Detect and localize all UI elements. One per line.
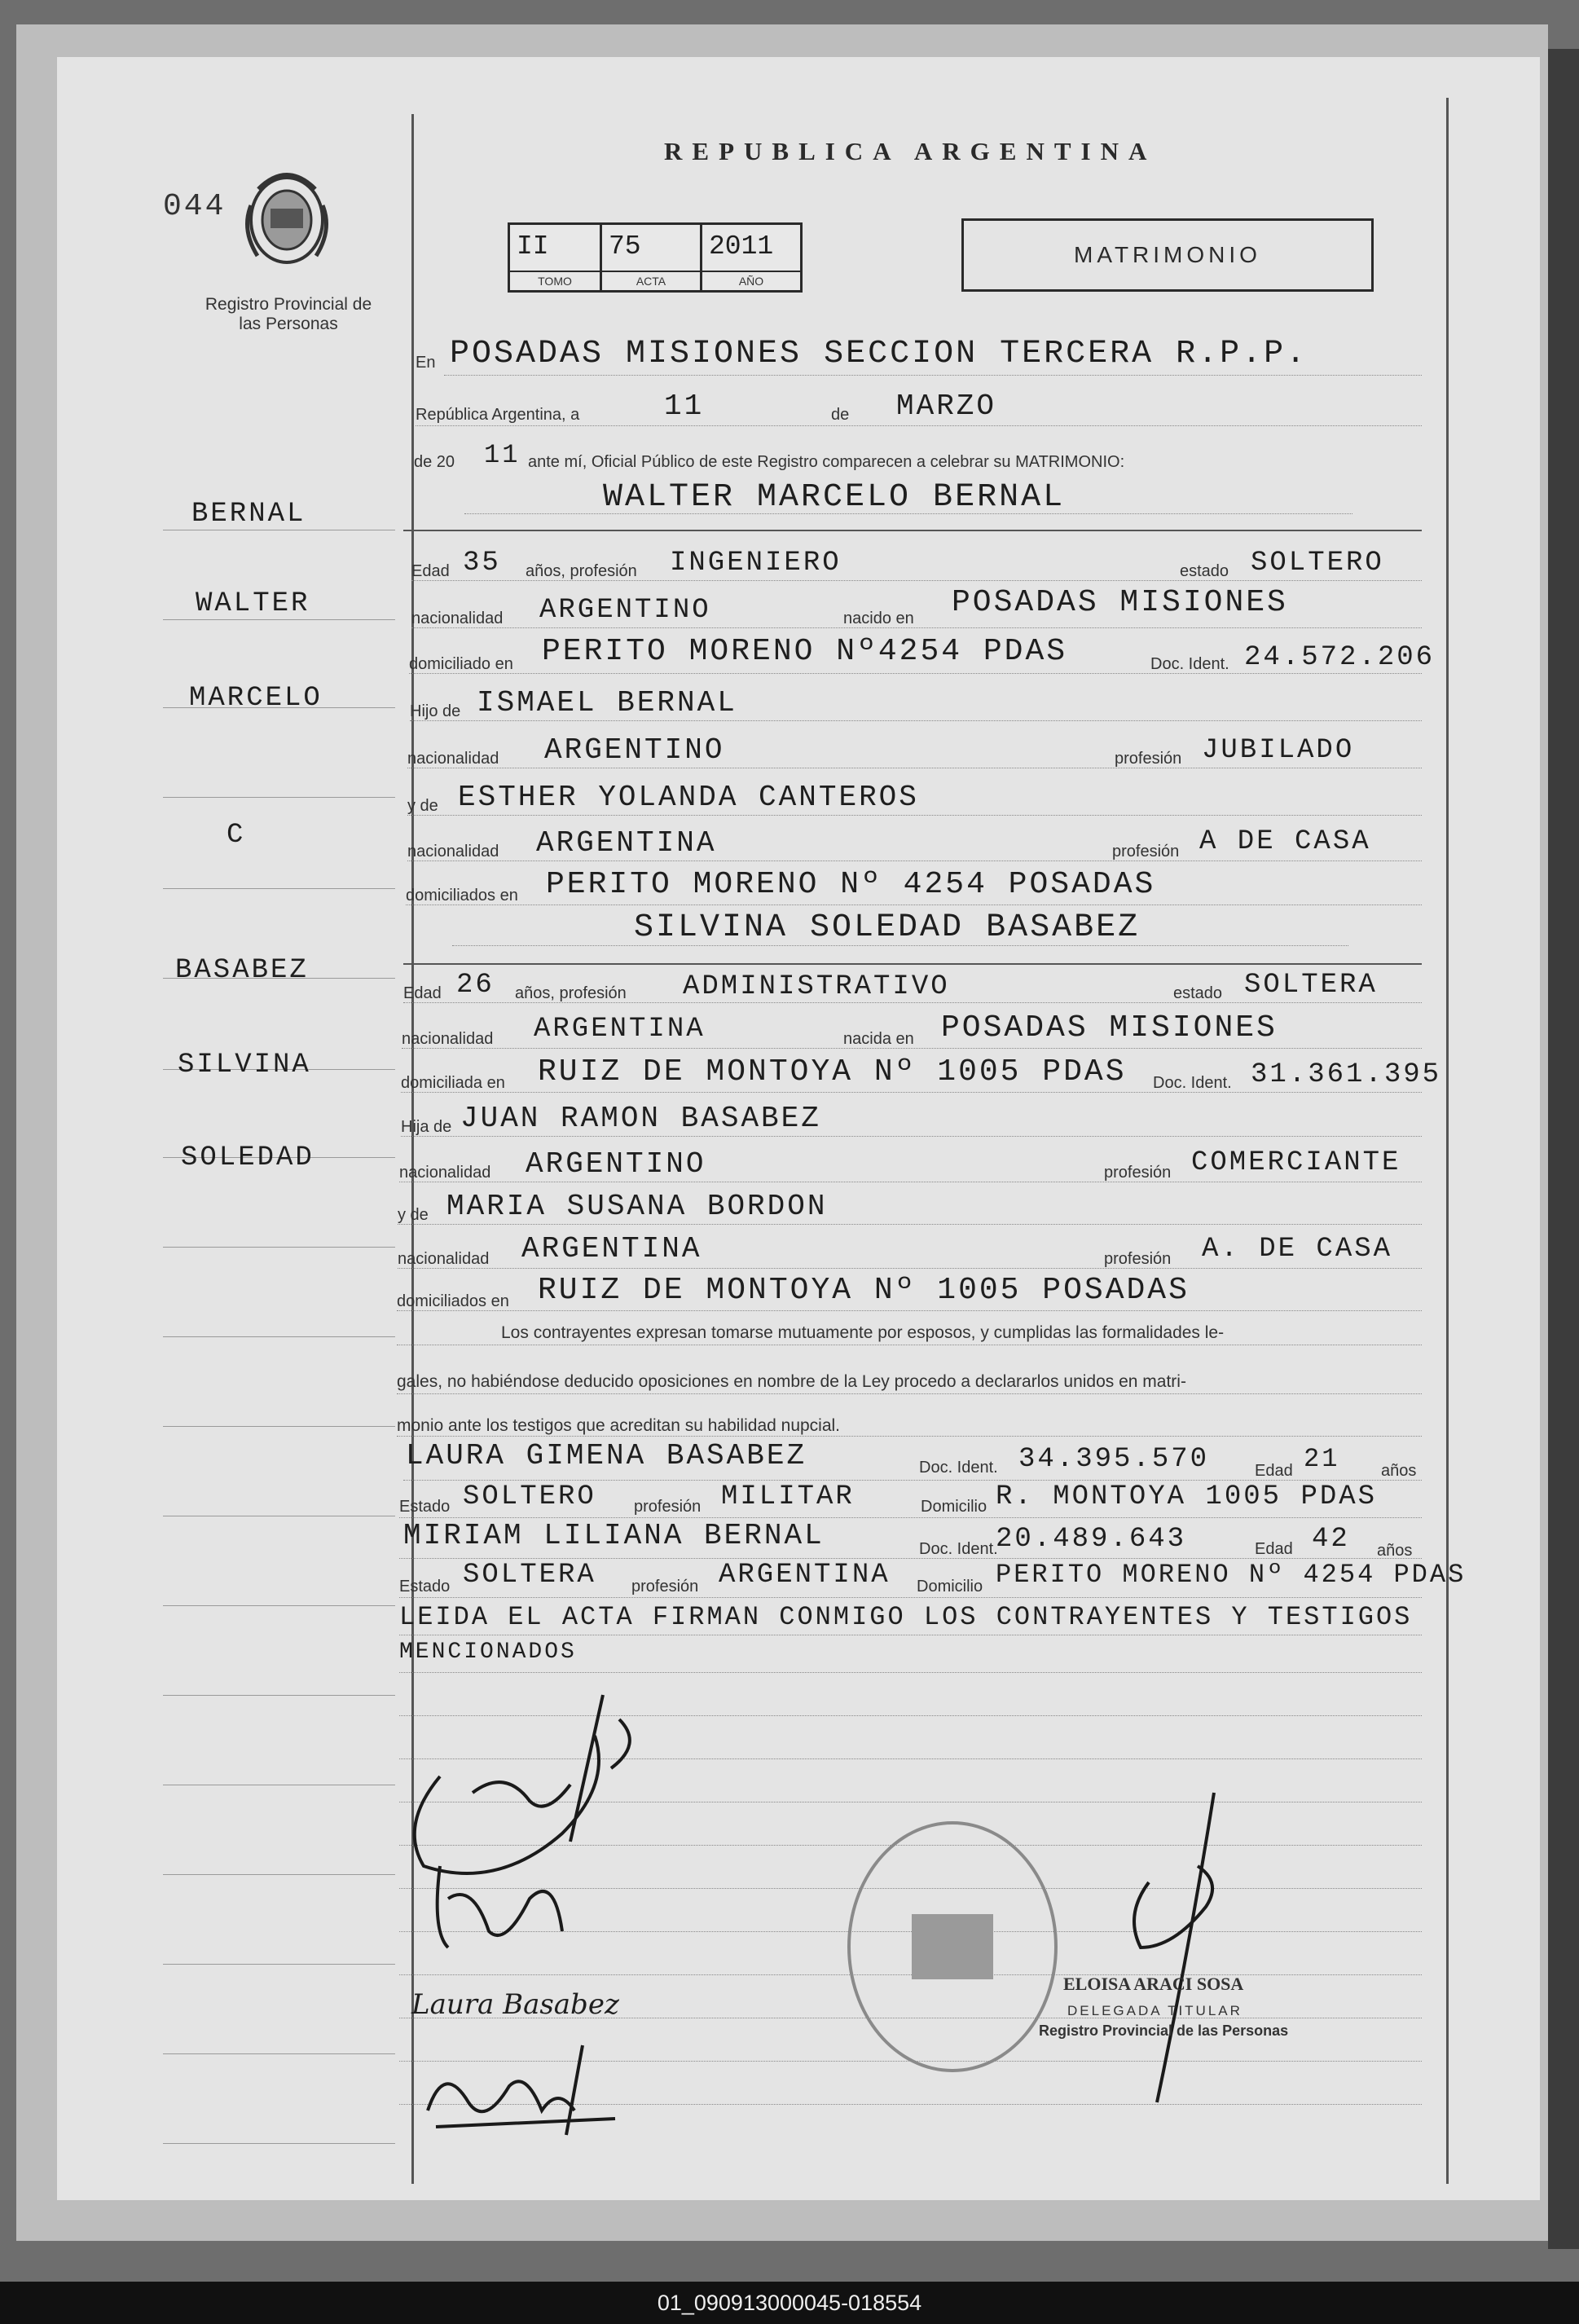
bride-nac-label: nacionalidad: [402, 1030, 494, 1048]
seal-emblem: [912, 1914, 993, 1979]
witness-2-dom-label: Domicilio: [917, 1578, 983, 1596]
witness-1-dom-label: Domicilio: [921, 1498, 987, 1516]
bride-estado-label: estado: [1173, 984, 1223, 1002]
bride-anos-prof-label: años, profesión: [515, 984, 627, 1002]
official-signature: [1108, 1785, 1230, 2111]
groom-profesion-value: INGENIERO: [670, 548, 842, 579]
year-value: 11: [484, 440, 521, 470]
margin-name-bride-first: SILVINA: [178, 1050, 311, 1081]
bride-parents-dom-label: domiciliados en: [397, 1292, 509, 1310]
bride-edad-label: Edad: [403, 984, 442, 1002]
bride-doc-label: Doc. Ident.: [1153, 1074, 1232, 1092]
groom-edad-label: Edad: [411, 562, 450, 580]
groom-estado-value: SOLTERO: [1251, 548, 1384, 579]
de-year-label: de 20: [414, 453, 455, 471]
groom-mother-value: ESTHER YOLANDA CANTEROS: [458, 781, 919, 814]
official-registry: Registro Provincial de las Personas: [1039, 2022, 1289, 2039]
bride-mother-nac-label: nacionalidad: [398, 1250, 490, 1268]
official-name: ELOISA ARACI SOSA: [1063, 1974, 1244, 1994]
groom-dom-label: domiciliado en: [409, 655, 513, 673]
witness-1-estado-value: SOLTERO: [463, 1481, 596, 1512]
witness-2-doc-value: 20.489.643: [996, 1524, 1187, 1555]
bride-nacida-value: POSADAS MISIONES: [941, 1010, 1278, 1045]
document-title: REPUBLICA ARGENTINA: [664, 137, 1157, 165]
day-value: 11: [664, 390, 705, 423]
bride-estado-value: SOLTERA: [1244, 970, 1378, 1001]
legal-line-2: gales, no habiéndose deducido oposiciones en nombre de la Ley procedo a declararlos unidos en matri-: [397, 1372, 1186, 1391]
groom-father-nac-value: ARGENTINO: [544, 733, 725, 767]
bride-nac-value: ARGENTINA: [534, 1014, 706, 1045]
margin-name-bride-middle: SOLEDAD: [181, 1142, 314, 1173]
witness-1-prof-value: MILITAR: [721, 1481, 855, 1512]
official-seal-stamp: [847, 1821, 1058, 2072]
witness-1-edad-value: 21: [1304, 1444, 1340, 1474]
ano-value: 2011: [709, 231, 774, 262]
tomo-value: II: [517, 231, 549, 262]
bride-father-prof-value: COMERCIANTE: [1191, 1147, 1401, 1178]
groom-anos-prof-label: años, profesión: [526, 562, 637, 580]
folio-number: 044: [163, 189, 227, 224]
groom-edad-value: 35: [463, 548, 501, 579]
bride-mother-nac-value: ARGENTINA: [521, 1232, 702, 1265]
closing-line-2: MENCIONADOS: [399, 1640, 577, 1665]
margin-marker-c: C: [227, 820, 246, 851]
registry-label: Registro Provincial de las Personas: [205, 295, 372, 333]
groom-mother-prof-value: A DE CASA: [1199, 826, 1371, 857]
groom-doc-value: 24.572.206: [1244, 642, 1436, 673]
witness-2-doc-label: Doc. Ident.: [919, 1540, 998, 1558]
groom-doc-label: Doc. Ident.: [1150, 655, 1229, 673]
de-label: de: [831, 406, 850, 424]
witness-1-doc-value: 34.395.570: [1018, 1444, 1210, 1475]
bride-father-value: JUAN RAMON BASABEZ: [460, 1102, 821, 1135]
bride-dom-label: domiciliada en: [401, 1074, 505, 1092]
witness-1-anos-label: años: [1381, 1462, 1417, 1480]
margin-name-bride-surname: BASABEZ: [175, 955, 309, 986]
margin-name-middle: MARCELO: [189, 683, 323, 714]
witness-1-edad-label: Edad: [1255, 1462, 1293, 1480]
margin-name-surname: BERNAL: [191, 499, 306, 530]
bride-edad-value: 26: [456, 970, 495, 1001]
bride-full-name: SILVINA SOLEDAD BASABEZ: [634, 909, 1141, 946]
acta-value: 75: [609, 231, 641, 262]
ano-box: [700, 222, 803, 293]
groom-mother-nac-label: nacionalidad: [407, 843, 499, 860]
document-type-box: MATRIMONIO: [961, 218, 1374, 292]
republica-label: República Argentina, a: [416, 406, 580, 424]
witness-2-prof-value: ARGENTINA: [719, 1560, 891, 1591]
acta-label: ACTA: [602, 271, 700, 290]
groom-yde-label: y de: [407, 797, 438, 815]
witness-2-dom-value: PERITO MORENO Nº 4254 PDAS: [996, 1560, 1467, 1590]
groom-dom-value: PERITO MORENO Nº4254 PDAS: [542, 634, 1068, 669]
bride-father-prof-label: profesión: [1104, 1164, 1172, 1182]
bride-profesion-value: ADMINISTRATIVO: [683, 971, 950, 1002]
bride-yde-label: y de: [398, 1206, 429, 1224]
margin-name-first: WALTER: [196, 588, 310, 619]
month-value: MARZO: [896, 390, 997, 423]
witness-2-anos-label: años: [1377, 1542, 1413, 1560]
groom-parents-dom-label: domiciliados en: [406, 887, 518, 905]
coat-of-arms-icon: [238, 156, 336, 277]
bride-mother-prof-value: A. DE CASA: [1202, 1234, 1393, 1265]
legal-line-3: monio ante los testigos que acreditan su habilidad nupcial.: [397, 1416, 841, 1435]
groom-nacido-value: POSADAS MISIONES: [952, 585, 1288, 620]
right-border: [1446, 98, 1449, 2184]
witness-1-prof-label: profesión: [634, 1498, 702, 1516]
tomo-label: TOMO: [510, 271, 600, 290]
ano-label: AÑO: [702, 271, 800, 290]
groom-father-nac-label: nacionalidad: [407, 750, 499, 768]
scan-id-footer: 01_090913000045-018554: [0, 2282, 1579, 2324]
witness-1-signature: Laura Basabez: [411, 1988, 619, 2021]
bride-hija-label: Hija de: [401, 1118, 452, 1136]
official-role: DELEGADA TITULAR: [1067, 2003, 1243, 2018]
groom-mother-nac-value: ARGENTINA: [536, 826, 717, 860]
bride-parents-dom-value: RUIZ DE MONTOYA Nº 1005 POSADAS: [538, 1273, 1190, 1308]
witness-2-prof-label: profesión: [631, 1578, 699, 1596]
witness-2-edad-value: 42: [1312, 1524, 1350, 1555]
witness-1-dom-value: R. MONTOYA 1005 PDAS: [996, 1481, 1378, 1512]
en-label: En: [416, 354, 436, 372]
bride-dom-value: RUIZ DE MONTOYA Nº 1005 PDAS: [538, 1054, 1127, 1089]
witness-1-name: LAURA GIMENA BASABEZ: [406, 1439, 807, 1472]
tomo-box: [508, 222, 602, 293]
bride-mother-prof-label: profesión: [1104, 1250, 1172, 1268]
bride-nacida-label: nacida en: [843, 1030, 914, 1048]
witness-2-signature: [411, 2037, 631, 2143]
groom-nac-label: nacionalidad: [411, 610, 504, 627]
acta-box: [600, 222, 702, 293]
legal-line-1: Los contrayentes expresan tomarse mutuamente por esposos, y cumplidas las formalidades le-: [501, 1323, 1225, 1342]
groom-father-value: ISMAEL BERNAL: [477, 686, 737, 720]
comparecen-text: ante mí, Oficial Público de este Registro comparecen a celebrar su MATRIMONIO:: [528, 453, 1125, 471]
bride-father-nac-label: nacionalidad: [399, 1164, 491, 1182]
groom-father-prof-label: profesión: [1115, 750, 1182, 768]
book-binding: [1548, 49, 1579, 2249]
groom-nac-value: ARGENTINO: [539, 595, 711, 626]
witness-2-name: MIRIAM LILIANA BERNAL: [403, 1519, 825, 1552]
groom-mother-prof-label: profesión: [1112, 843, 1180, 860]
witness-2-estado-label: Estado: [399, 1578, 451, 1596]
bride-mother-value: MARIA SUSANA BORDON: [446, 1190, 828, 1223]
closing-line-1: LEIDA EL ACTA FIRMAN CONMIGO LOS CONTRAYENTES Y TESTIGOS: [399, 1602, 1413, 1632]
bride-doc-value: 31.361.395: [1251, 1059, 1442, 1090]
witness-2-edad-label: Edad: [1255, 1540, 1293, 1558]
witness-2-estado-value: SOLTERA: [463, 1560, 596, 1591]
bride-signature: [424, 1850, 587, 1964]
groom-hijo-label: Hijo de: [410, 702, 461, 720]
groom-father-prof-value: JUBILADO: [1202, 735, 1355, 766]
groom-parents-dom-value: PERITO MORENO Nº 4254 POSADAS: [546, 867, 1156, 902]
witness-1-doc-label: Doc. Ident.: [919, 1459, 998, 1477]
bride-father-nac-value: ARGENTINO: [526, 1147, 706, 1181]
place-value: POSADAS MISIONES SECCION TERCERA R.P.P.: [450, 336, 1309, 372]
groom-nacido-label: nacido en: [843, 610, 914, 627]
witness-1-estado-label: Estado: [399, 1498, 451, 1516]
groom-estado-label: estado: [1180, 562, 1229, 580]
groom-full-name: WALTER MARCELO BERNAL: [603, 479, 1066, 516]
